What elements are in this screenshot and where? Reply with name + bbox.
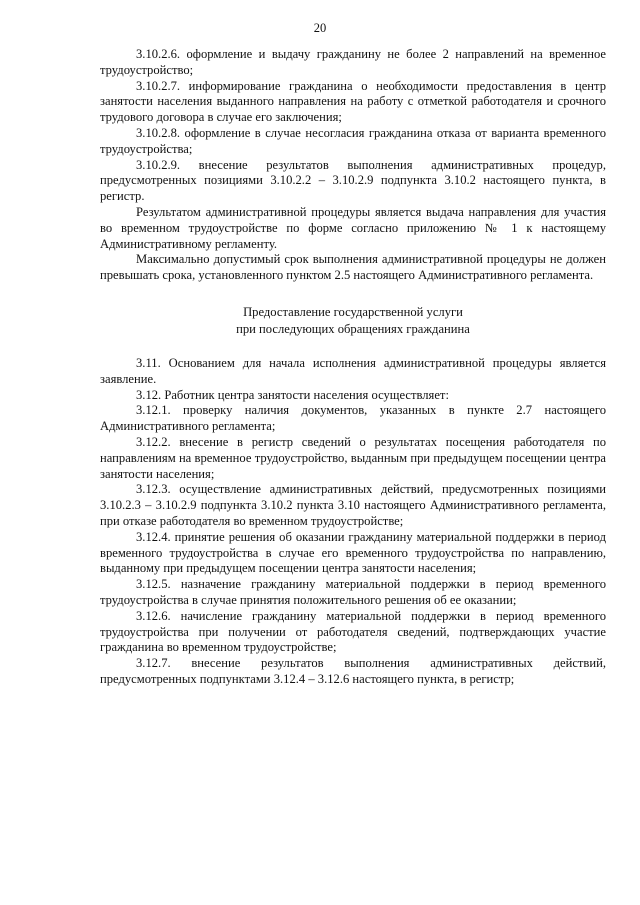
- paragraph-3-12-3: 3.12.3. осуществление административных действий, предусмотренных позициями 3.10.2.3 – 3.10.2.9 подпункта 3.10.2 пункта 3.10 настоящего Административного регламента, при отказе работодателя во временном трудоустройстве;: [100, 482, 606, 528]
- paragraph-3-12-5: 3.12.5. назначение гражданину материальной поддержки в период временного трудоустройства в случае принятия положительного решения об ее оказании;: [100, 577, 606, 607]
- paragraph-3-12-4: 3.12.4. принятие решения об оказании гражданину материальной поддержки в период временного трудоустройства в случае его временного трудоустройства по направлению, выданному при предыдущем посещении центра занятости населения;: [100, 529, 606, 576]
- paragraph-3-12-2: 3.12.2. внесение в регистр сведений о результатах посещения работодателя по направлениям на временное трудоустройство, выданным при предыдущем посещении центра занятости населения;: [100, 434, 606, 481]
- paragraph-3-12-1: 3.12.1. проверку наличия документов, указанных в пункте 2.7 настоящего Административного регламента;: [100, 403, 606, 434]
- paragraph-3-12-6: 3.12.6. начисление гражданину материальной поддержки в период временного трудоустройства при получении от работодателя сведений, подтверждающих участие гражданина во временном трудоустройстве;: [100, 608, 606, 655]
- section-heading: [100, 304, 606, 338]
- paragraph-3-10-2-7: 3.10.2.7. информирование гражданина о необходимости предоставления в центр занятости населения выданного направления на работу с отметкой работодателя и срочного трудового договора в случае его заключения;: [100, 78, 606, 125]
- paragraph-3-12-7: 3.12.7. внесение результатов выполнения административных действий, предусмотренных подпунктами 3.12.4 – 3.12.6 настоящего пункта, в регистр;: [100, 656, 606, 686]
- paragraph-3-12: 3.12. Работник центра занятости населения осуществляет:: [136, 387, 449, 402]
- section-heading-line-1: Предоставление государственной услуги: [243, 304, 463, 319]
- document-body: [100, 47, 606, 688]
- paragraph-3-10-2-8: 3.10.2.8. оформление в случае несогласия гражданина отказа от варианта временного трудоустройства;: [100, 125, 606, 156]
- paragraph-3-10-2-6: 3.10.2.6. оформление и выдачу гражданину не более 2 направлений на временное трудоустройство;: [100, 47, 606, 77]
- section-heading-line-2: при последующих обращениях гражданина: [236, 321, 470, 336]
- paragraph-result: Результатом административной процедуры является выдача направления для участия во временном трудоустройстве по форме согласно приложению № 1 к настоящему Административному регламенту.: [100, 204, 606, 251]
- paragraph-3-10-2-9: 3.10.2.9. внесение результатов выполнения административных процедур, предусмотренных позициями 3.10.2.2 – 3.10.2.9 подпункта 3.10.2 настоящего пункта, в регистр.: [100, 157, 606, 204]
- page-number: 20: [313, 21, 327, 35]
- paragraph-max-term: Максимально допустимый срок выполнения административной процедуры не должен превышать срока, установленного пунктом 2.5 настоящего Административного регламента.: [100, 252, 606, 283]
- paragraph-3-11: 3.11. Основанием для начала исполнения административной процедуры является заявление.: [100, 355, 606, 386]
